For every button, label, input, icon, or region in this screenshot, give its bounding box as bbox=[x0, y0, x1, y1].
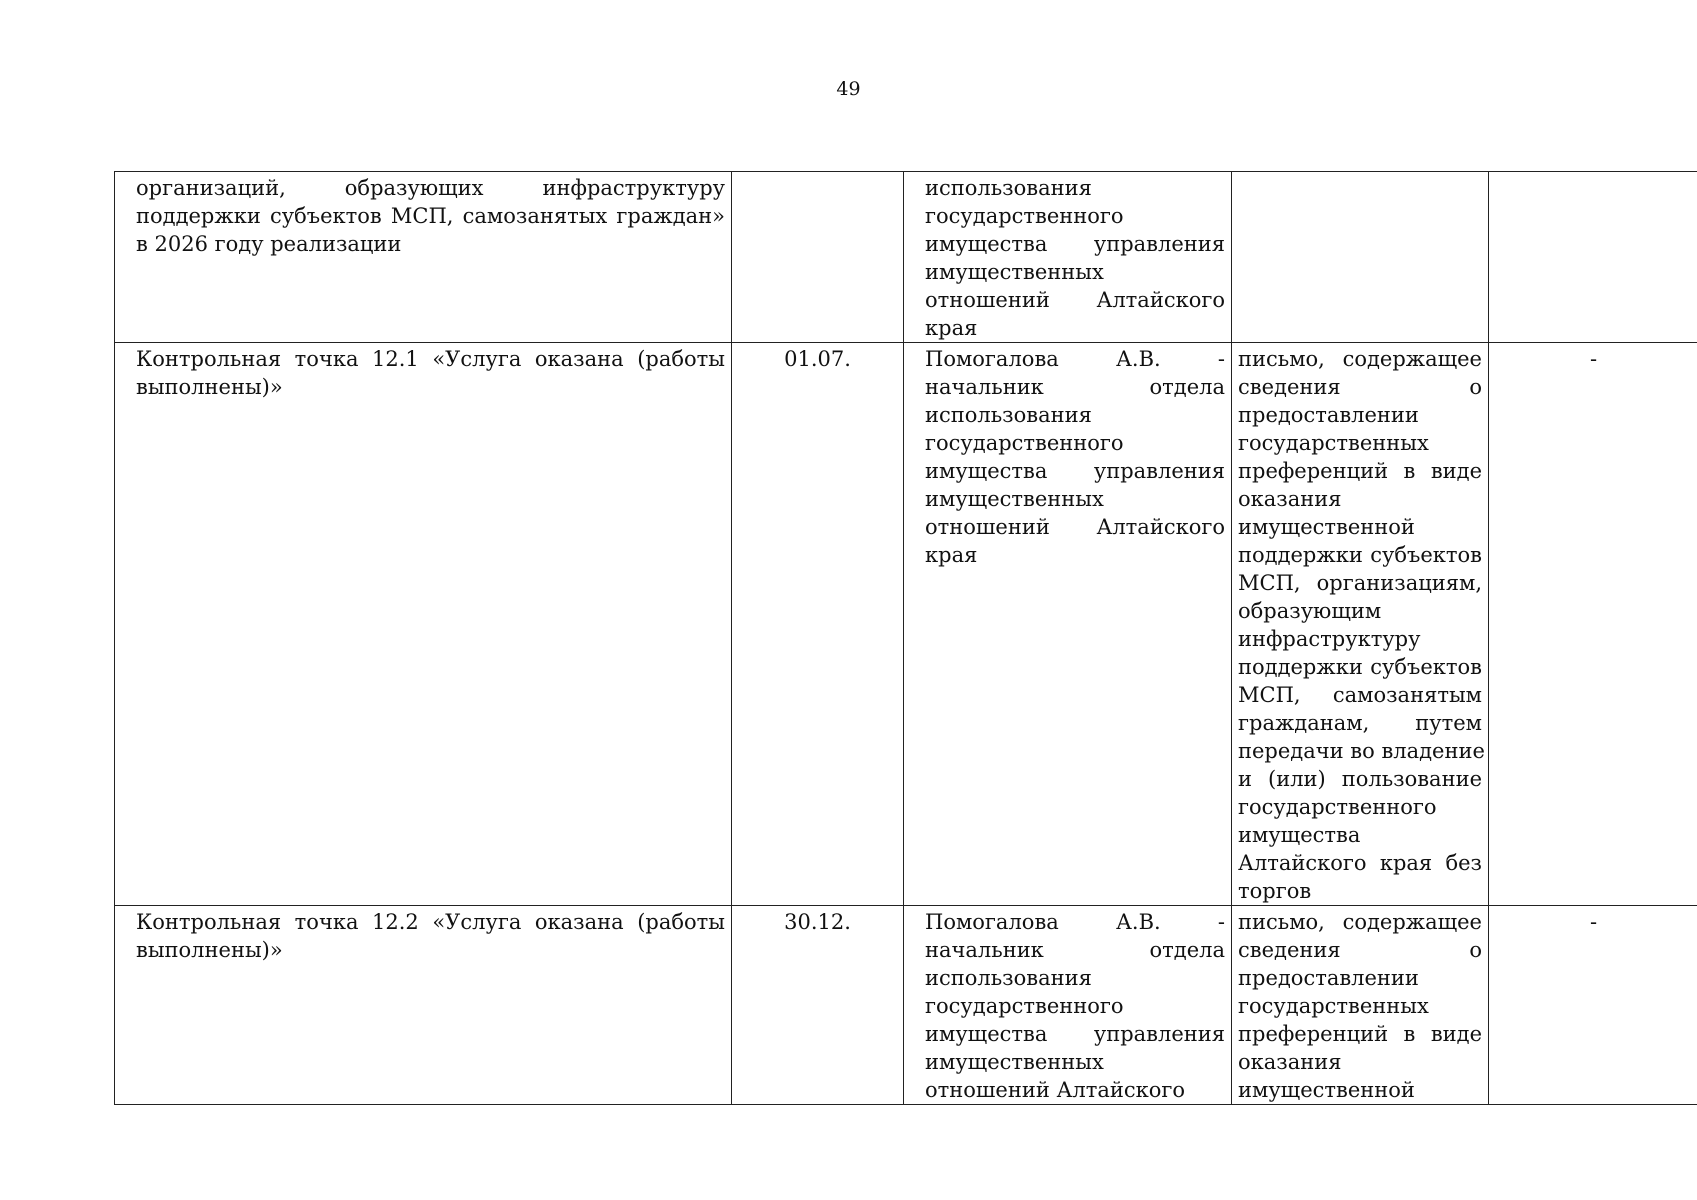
date-text: 30.12. bbox=[784, 910, 851, 934]
text-line: начальник отдела bbox=[925, 938, 1225, 962]
text-line: письмо, содержащее bbox=[1238, 910, 1482, 934]
text-line: имущественных bbox=[925, 487, 1104, 511]
table-cell-responsible bbox=[904, 343, 1232, 906]
text-line: государственного bbox=[925, 994, 1124, 1018]
text-line: края bbox=[925, 543, 978, 567]
document-text bbox=[1238, 345, 1485, 905]
text-line: государственного bbox=[925, 204, 1124, 228]
table-cell-document bbox=[1232, 906, 1489, 1105]
text-line: использования bbox=[925, 966, 1092, 990]
event-text: Контрольная точка 12.1 «Услуга оказана (работы выполнены)» bbox=[136, 347, 725, 399]
table-cell-document bbox=[1232, 172, 1489, 343]
text-line: отношений Алтайского bbox=[925, 515, 1225, 539]
table-cell-responsible bbox=[904, 172, 1232, 343]
text-line: имущественных bbox=[925, 260, 1104, 284]
text-line: гражданам, путем bbox=[1238, 711, 1482, 735]
text-line: предоставлении bbox=[1238, 403, 1419, 427]
text-line: поддержки субъектов bbox=[1238, 543, 1482, 567]
text-line: торгов bbox=[1238, 879, 1312, 903]
table-cell-date bbox=[732, 906, 904, 1105]
page-number: 49 bbox=[836, 78, 861, 100]
text-line: оказания bbox=[1238, 1050, 1342, 1074]
table-cell-note bbox=[1489, 172, 1697, 343]
text-line: имущества управления bbox=[925, 232, 1225, 256]
text-line: государственного bbox=[925, 431, 1124, 455]
text-line: предоставлении bbox=[1238, 966, 1419, 990]
text-line: государственных bbox=[1238, 994, 1429, 1018]
text-line: государственного bbox=[1238, 795, 1437, 819]
text-line: Алтайского края без bbox=[1238, 851, 1482, 875]
text-line: имущественной bbox=[1238, 515, 1415, 539]
note-text: - bbox=[1589, 347, 1598, 371]
responsible-text bbox=[925, 908, 1225, 1104]
text-line: отношений Алтайского bbox=[925, 288, 1225, 312]
event-text: Контрольная точка 12.2 «Услуга оказана (работы выполнены)» bbox=[136, 910, 725, 962]
text-line: края bbox=[925, 316, 978, 340]
table-cell-event bbox=[115, 906, 732, 1105]
table-cell-note bbox=[1489, 906, 1697, 1105]
text-line: преференций в виде bbox=[1238, 459, 1482, 483]
table-cell-date bbox=[732, 343, 904, 906]
text-line: образующим bbox=[1238, 599, 1382, 623]
text-line: МСП, самозанятым bbox=[1238, 683, 1482, 707]
text-line: имущества управления bbox=[925, 459, 1225, 483]
text-line: письмо, содержащее bbox=[1238, 347, 1482, 371]
text-line: имущества управления bbox=[925, 1022, 1225, 1046]
text-line: преференций в виде bbox=[1238, 1022, 1482, 1046]
table-cell-event bbox=[115, 172, 732, 343]
text-line: передачи во владение bbox=[1238, 739, 1485, 763]
text-line: Помогалова А.В. - bbox=[925, 910, 1225, 934]
table-cell-note bbox=[1489, 343, 1697, 906]
document-text bbox=[1238, 908, 1482, 1104]
table-row bbox=[115, 906, 1697, 1105]
text-line: сведения о bbox=[1238, 375, 1482, 399]
text-line: использования bbox=[925, 403, 1092, 427]
text-line: имущественной bbox=[1238, 1078, 1415, 1102]
table-row bbox=[115, 343, 1697, 906]
plan-table bbox=[114, 171, 1697, 1105]
table-cell-responsible bbox=[904, 906, 1232, 1105]
table-cell-date bbox=[732, 172, 904, 343]
note-text: - bbox=[1589, 910, 1598, 934]
responsible-text bbox=[925, 174, 1225, 342]
table-row bbox=[115, 172, 1697, 343]
text-line: отношений Алтайского bbox=[925, 1078, 1186, 1102]
text-line: инфраструктуру bbox=[1238, 627, 1421, 651]
text-line: имущественных bbox=[925, 1050, 1104, 1074]
text-line: поддержки субъектов bbox=[1238, 655, 1482, 679]
text-line: МСП, организациям, bbox=[1238, 571, 1482, 595]
text-line: государственных bbox=[1238, 431, 1429, 455]
text-line: оказания bbox=[1238, 487, 1342, 511]
text-line: Помогалова А.В. - bbox=[925, 347, 1225, 371]
responsible-text bbox=[925, 345, 1225, 569]
text-line: и (или) пользование bbox=[1238, 767, 1482, 791]
table-cell-document bbox=[1232, 343, 1489, 906]
text-line: имущества bbox=[1238, 823, 1361, 847]
event-text: организаций, образующих инфраструктуру поддержки субъектов МСП, самозанятых граждан» в 2026 году реализации bbox=[136, 176, 725, 256]
date-text: 01.07. bbox=[784, 347, 851, 371]
text-line: сведения о bbox=[1238, 938, 1482, 962]
text-line: начальник отдела bbox=[925, 375, 1225, 399]
text-line: использования bbox=[925, 176, 1092, 200]
table-cell-event bbox=[115, 343, 732, 906]
